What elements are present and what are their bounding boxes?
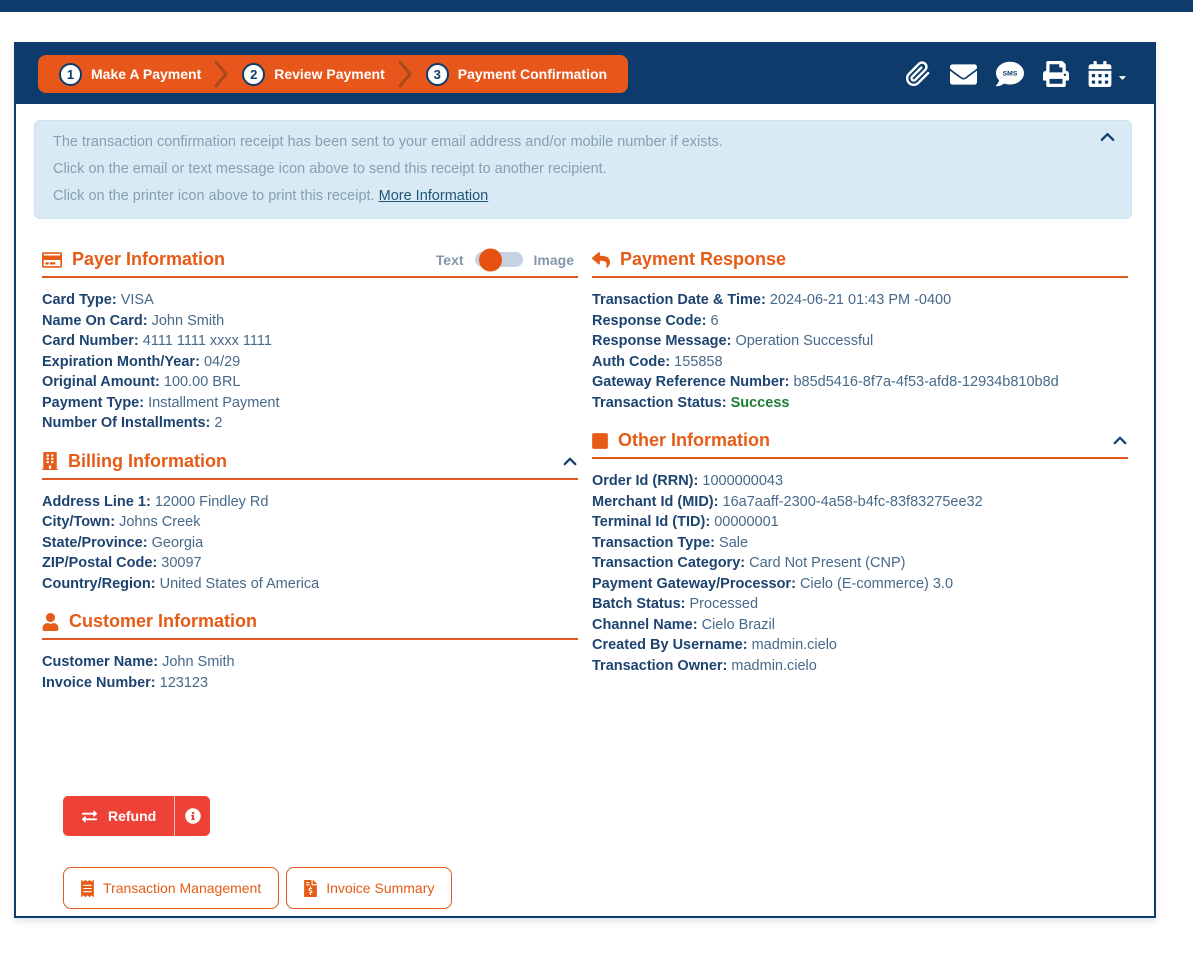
field-row (592, 574, 1128, 595)
field-row (42, 331, 578, 352)
field-value: 16a7aaff-2300-4a58-b4fc-83f83275ee32 (722, 493, 983, 510)
field-label: Card Type: (42, 292, 117, 308)
step-review-payment[interactable] (229, 63, 398, 86)
receipt-content (16, 219, 1154, 710)
field-row (42, 372, 578, 393)
field-value: Sale (719, 534, 749, 551)
field-label: Transaction Owner: (592, 657, 728, 674)
field-row (42, 311, 578, 332)
field-value: Cielo Brazil (701, 616, 775, 633)
toggle-image-label: Image (533, 251, 574, 268)
payment-steps-breadcrumb (38, 55, 628, 93)
field-value: Georgia (151, 534, 204, 551)
field-value: b85d5416-8f7a-4f53-afd8-12934b810b8d (793, 374, 1059, 390)
field-row (592, 533, 1128, 554)
step-label: Payment Confirmation (457, 66, 608, 82)
field-row (592, 393, 1128, 414)
field-value: 04/29 (203, 353, 241, 370)
field-row (42, 352, 578, 373)
field-value: John Smith (151, 312, 225, 329)
field-label: Transaction Date & Time: (592, 292, 766, 308)
section-title: Payment Response (620, 249, 787, 269)
customer-fields (42, 640, 578, 693)
toggle-switch[interactable] (475, 252, 523, 267)
field-value: 2 (214, 415, 223, 431)
step-label: Make A Payment (91, 66, 202, 82)
section-title: Other Information (618, 430, 770, 450)
step-number-badge: 1 (59, 63, 82, 86)
field-row (592, 290, 1128, 311)
billing-fields (42, 480, 578, 595)
refund-info-button[interactable] (175, 796, 210, 836)
print-icon[interactable] (1043, 61, 1069, 87)
field-label: Gateway Reference Number: (592, 374, 790, 390)
svg-text:SMS: SMS (1002, 70, 1018, 78)
section-title: Customer Information (69, 611, 258, 631)
field-label: Response Code: (592, 312, 707, 329)
field-row (42, 413, 578, 434)
field-row (592, 656, 1128, 677)
field-value: Processed (689, 596, 759, 612)
field-row (42, 492, 578, 513)
customer-information-header (42, 611, 578, 640)
payer-fields (42, 278, 578, 434)
receipt-info-banner (34, 120, 1132, 219)
refund-button-main[interactable] (63, 796, 174, 836)
field-row (42, 533, 578, 554)
chevron-up-icon[interactable] (1099, 130, 1116, 148)
field-value: Success (730, 394, 790, 411)
transaction-management-label: Transaction Management (103, 880, 262, 896)
field-row (592, 311, 1128, 332)
field-value: 30097 (161, 555, 202, 571)
secondary-button-row (63, 867, 1154, 909)
other-information-fields (592, 459, 1128, 676)
receipt-icon (81, 880, 94, 897)
field-row (592, 635, 1128, 656)
field-label: Number Of Installments: (42, 415, 211, 431)
field-label: Original Amount: (42, 374, 160, 390)
field-row (592, 372, 1128, 393)
field-value: madmin.cielo (751, 637, 837, 653)
field-label: Payment Type: (42, 394, 145, 411)
field-label: Channel Name: (592, 616, 698, 633)
field-row (592, 492, 1128, 513)
calendar-icon (1088, 61, 1112, 87)
field-label: Response Message: (592, 333, 732, 349)
field-value: Card Not Present (CNP) (749, 555, 906, 571)
field-label: Merchant Id (MID): (592, 493, 719, 510)
customer-information-section (42, 611, 578, 693)
field-label: Customer Name: (42, 654, 159, 670)
transaction-management-button[interactable] (63, 867, 279, 909)
field-row (42, 393, 578, 414)
field-row (592, 615, 1128, 636)
chevron-right-icon (214, 59, 229, 89)
field-value: Cielo (E-commerce) 3.0 (799, 575, 954, 592)
field-label: Batch Status: (592, 596, 686, 612)
exchange-arrows-icon (81, 809, 98, 824)
step-number-badge: 3 (426, 63, 449, 86)
other-information-header (592, 430, 1128, 459)
field-row (592, 352, 1128, 373)
field-row (42, 574, 578, 595)
field-label: City/Town: (42, 514, 116, 530)
field-label: ZIP/Postal Code: (42, 555, 158, 571)
field-row (42, 290, 578, 311)
attachment-icon[interactable] (905, 61, 931, 87)
field-label: Invoice Number: (42, 674, 156, 691)
payer-information-section (42, 249, 578, 434)
refund-button-label: Refund (108, 808, 157, 824)
field-label: Expiration Month/Year: (42, 353, 200, 370)
banner-line: The transaction confirmation receipt has been sent to your email address and/or mobile number if exists. (53, 134, 723, 150)
field-row (592, 512, 1128, 533)
toggle-knob[interactable] (479, 248, 502, 271)
payer-information-header (42, 249, 578, 278)
caret-down-icon (1117, 72, 1128, 87)
other-information-section (592, 430, 1128, 676)
section-title: Billing Information (68, 450, 227, 471)
receipt-action-icons (905, 60, 1128, 88)
plus-square-icon (592, 432, 608, 450)
building-icon (42, 452, 58, 470)
field-label: State/Province: (42, 534, 148, 551)
field-label: Country/Region: (42, 575, 156, 592)
calendar-dropdown[interactable] (1088, 61, 1128, 87)
billing-information-section (42, 451, 578, 595)
field-value: 155858 (674, 353, 723, 370)
step-payment-confirmation[interactable] (413, 63, 620, 86)
field-label: Created By Username: (592, 637, 748, 653)
user-icon (42, 613, 59, 631)
right-column (592, 249, 1128, 693)
toggle-text-label: Text (435, 251, 464, 268)
invoice-summary-label: Invoice Summary (326, 880, 435, 896)
field-value: Johns Creek (119, 514, 201, 530)
field-row (592, 471, 1128, 492)
field-value: 6 (710, 312, 719, 329)
refund-button-row (63, 796, 1154, 836)
field-label: Name On Card: (42, 312, 148, 329)
step-label: Review Payment (274, 66, 385, 82)
field-row (42, 512, 578, 533)
card-header-bar (16, 44, 1154, 104)
top-navigation-strip (0, 0, 1193, 12)
field-value: John Smith (162, 654, 235, 670)
refund-button[interactable] (63, 796, 210, 836)
field-label: Auth Code: (592, 353, 671, 370)
info-circle-icon (185, 808, 201, 824)
field-row (592, 594, 1128, 615)
field-value: 2024-06-21 01:43 PM -0400 (769, 292, 952, 308)
field-value: 4111 1111 xxxx 1111 (142, 333, 272, 349)
payment-response-header (592, 249, 1128, 278)
banner-line: Click on the email or text message icon above to send this receipt to another recipient. (53, 161, 607, 177)
invoice-dollar-icon (304, 880, 317, 897)
field-label: Transaction Status: (592, 394, 727, 411)
field-row (592, 331, 1128, 352)
field-value: Installment Payment (148, 394, 280, 411)
left-column (42, 249, 578, 710)
more-information-link[interactable]: More Information (378, 188, 489, 204)
field-label: Payment Gateway/Processor: (592, 575, 796, 592)
field-row (42, 673, 578, 694)
field-value: 100.00 BRL (163, 374, 241, 390)
field-label: Address Line 1: (42, 493, 151, 510)
step-number-badge: 2 (242, 63, 265, 86)
field-value: madmin.cielo (731, 657, 817, 674)
field-row (592, 553, 1128, 574)
field-label: Transaction Category: (592, 555, 746, 571)
section-title: Payer Information (72, 249, 226, 269)
credit-card-icon (42, 251, 62, 269)
field-value: VISA (120, 292, 154, 308)
field-label: Order Id (RRN): (592, 473, 699, 489)
field-value: 00000001 (714, 514, 779, 530)
payment-response-fields (592, 278, 1128, 413)
payment-response-section (592, 249, 1128, 413)
field-value: 1000000043 (702, 473, 784, 489)
reply-arrow-icon (592, 251, 610, 269)
field-row (42, 652, 578, 673)
payment-confirmation-card (14, 42, 1156, 918)
field-value: United States of America (159, 575, 320, 592)
banner-line-text: Click on the printer icon above to print this receipt. (53, 188, 375, 204)
invoice-summary-button[interactable] (286, 867, 452, 909)
banner-line (53, 188, 1113, 204)
chevron-right-icon (398, 59, 413, 89)
field-value: 12000 Findley Rd (154, 493, 269, 510)
field-label: Card Number: (42, 333, 139, 349)
field-row (42, 553, 578, 574)
field-value: Operation Successful (735, 333, 874, 349)
email-icon[interactable] (950, 61, 977, 88)
field-value: 123123 (159, 674, 209, 691)
billing-information-header (42, 451, 578, 480)
sms-icon[interactable] (996, 60, 1024, 88)
chevron-up-icon[interactable] (1112, 434, 1128, 447)
chevron-up-icon[interactable] (562, 455, 578, 468)
field-label: Terminal Id (TID): (592, 514, 711, 530)
step-make-a-payment[interactable] (46, 63, 214, 86)
field-label: Transaction Type: (592, 534, 716, 551)
text-image-toggle (436, 252, 578, 268)
